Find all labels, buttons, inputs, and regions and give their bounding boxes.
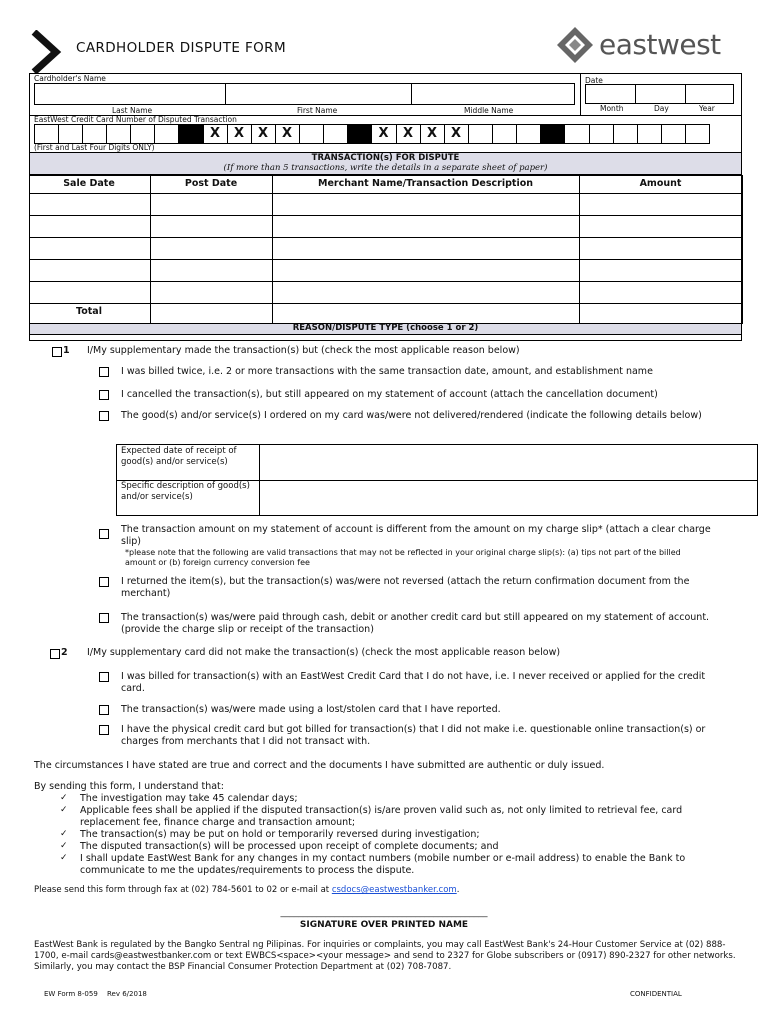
send-suffix: . [456, 885, 460, 895]
check-icon: ✓ [60, 841, 68, 851]
sub-reason-1-text: I was billed for transaction(s) with an EastWest Credit Card that I do not have, i.e. I never received or applied for the credit card. [121, 671, 706, 694]
total-label: Total [76, 306, 102, 317]
table-cell[interactable] [150, 303, 273, 324]
declaration-item: Applicable fees shall be applied if the disputed transaction(s) is/are proven valid such as, not only limited to retrieval fee, card replacement fee, finance charge and transaction amount; [80, 805, 683, 828]
table-cell[interactable] [272, 303, 580, 324]
first-name-label: First Name [297, 106, 338, 115]
table-header-cell [579, 175, 743, 194]
card-number-note: (First and Last Four Digits ONLY) [34, 143, 155, 152]
reason-1-text: I was billed twice, i.e. 2 or more transactions with the same transaction date, amount, and establishment name [121, 366, 653, 377]
declaration-item: The transaction(s) may be put on hold or temporarily reversed during investigation; [80, 829, 480, 840]
option-1-text: I/My supplementary made the transaction(s) but (check the most applicable reason below) [87, 345, 520, 356]
reason-title: REASON/DISPUTE TYPE (choose 1 or 2) [292, 323, 479, 333]
reason-3-checkbox[interactable] [99, 411, 109, 421]
card-digit-box[interactable] [130, 124, 155, 144]
signature-line[interactable]: ______________________________________________ [280, 908, 488, 918]
card-digit-box[interactable] [685, 124, 710, 144]
card-digit-box[interactable] [299, 124, 324, 144]
check-icon: ✓ [60, 853, 68, 863]
reason-5-checkbox[interactable] [99, 577, 109, 587]
col-amount: Amount [639, 178, 682, 189]
col-sale-date: Sale Date [63, 178, 115, 189]
card-separator-block [347, 124, 372, 144]
option-2-number: 2 [61, 647, 68, 658]
card-mask-x: X [402, 126, 414, 141]
card-digit-box[interactable] [661, 124, 686, 144]
specific-description-label: Specific description of good(s) and/or service(s) [121, 481, 250, 502]
card-mask-x: X [209, 126, 221, 141]
reason-5-text: I returned the item(s), but the transaction(s) was/were not reversed (attach the return confirmation document from the merchant) [121, 576, 690, 599]
table-cell[interactable] [29, 193, 151, 216]
card-digit-box[interactable] [613, 124, 638, 144]
last-name-label: Last Name [112, 106, 153, 115]
send-email-link[interactable]: csdocs@eastwestbanker.com [331, 885, 457, 895]
last-name-field[interactable] [34, 83, 226, 105]
send-prefix: Please send this form through fax at (02) 784-5601 to 02 or e-mail at [34, 885, 332, 895]
card-mask-x: X [281, 126, 293, 141]
specific-description-field[interactable] [260, 481, 757, 515]
table-header-cell [272, 175, 580, 194]
declaration-item: The disputed transaction(s) will be processed upon receipt of complete documents; and [80, 841, 499, 852]
table-cell[interactable] [150, 281, 273, 304]
table-cell[interactable] [272, 215, 580, 238]
sub-reason-2-text: The transaction(s) was/were made using a lost/stolen card that I have reported. [121, 704, 501, 715]
first-name-field[interactable] [225, 83, 412, 105]
check-icon: ✓ [60, 793, 68, 803]
card-digit-box[interactable] [589, 124, 614, 144]
sub-reason-1-checkbox[interactable] [99, 672, 109, 682]
table-cell[interactable] [272, 193, 580, 216]
expected-date-label: Expected date of receipt of good(s) and/or service(s) [121, 446, 237, 467]
option-1-checkbox[interactable] [52, 347, 62, 357]
card-digit-box[interactable] [34, 124, 59, 144]
logo-text: eastwest [599, 28, 721, 61]
table-cell[interactable] [29, 237, 151, 260]
option-2-checkbox[interactable] [50, 649, 60, 659]
reason-2-text: I cancelled the transaction(s), but still appeared on my statement of account (attach the cancellation document) [121, 389, 658, 400]
table-cell[interactable] [579, 193, 743, 216]
middle-name-field[interactable] [411, 83, 575, 105]
reason-6-checkbox[interactable] [99, 613, 109, 623]
card-digit-box[interactable] [637, 124, 662, 144]
card-digit-box[interactable] [323, 124, 348, 144]
card-separator-block [540, 124, 565, 144]
card-digit-box[interactable] [468, 124, 493, 144]
col-post-date: Post Date [184, 178, 238, 189]
table-cell[interactable] [272, 237, 580, 260]
transactions-title: TRANSACTION(s) FOR DISPUTE [311, 153, 460, 163]
reason-4-checkbox[interactable] [99, 529, 109, 539]
card-digit-box[interactable] [492, 124, 517, 144]
table-cell[interactable] [579, 281, 743, 304]
send-instructions [34, 884, 734, 896]
table-cell[interactable] [150, 237, 273, 260]
card-mask-x: X [378, 126, 389, 141]
check-icon: ✓ [60, 829, 68, 839]
diamond-logo-icon [555, 26, 595, 64]
table-cell[interactable] [579, 237, 743, 260]
table-cell[interactable] [150, 215, 273, 238]
table-cell[interactable] [579, 259, 743, 282]
table-cell[interactable] [29, 281, 151, 304]
table-header-cell [150, 175, 273, 194]
form-title: CARDHOLDER DISPUTE FORM [76, 40, 286, 56]
sub-reason-2-checkbox[interactable] [99, 705, 109, 715]
middle-name-label: Middle Name [464, 106, 514, 115]
month-label: Month [600, 104, 624, 113]
table-cell[interactable] [150, 193, 273, 216]
table-cell[interactable] [272, 281, 580, 304]
table-cell[interactable] [150, 259, 273, 282]
eastwest-logo [555, 26, 745, 64]
declaration-item: I shall update EastWest Bank for any changes in my contact numbers (mobile number or e-mail address) to enable the Bank to communicate to me the updates/requirements to process the dispute. [80, 853, 686, 876]
expected-date-field[interactable] [260, 445, 757, 479]
form-number: EW Form 8-059 [44, 990, 98, 998]
sub-reason-3-text: I have the physical credit card but got billed for transaction(s) that I did not make i.e. questionable online transaction(s) or charges from merchants that I did not transact with. [121, 724, 706, 747]
col-merchant: Merchant Name/Transaction Description [317, 178, 533, 189]
card-digit-box[interactable] [564, 124, 590, 144]
card-digit-box[interactable] [154, 124, 179, 144]
form-revision: Rev 6/2018 [107, 990, 147, 998]
reason-4-text: The transaction amount on my statement of account is different from the amount on my charge slip* (attach a clear charge slip) [121, 524, 711, 547]
table-cell[interactable] [579, 215, 743, 238]
card-digit-box[interactable] [106, 124, 131, 144]
option-2-text: I/My supplementary card did not make the transaction(s) (check the most applicable reason below) [87, 647, 561, 658]
date-label: Date [585, 76, 603, 85]
card-mask-x: X [233, 126, 245, 141]
regulatory-footer: EastWest Bank is regulated by the Bangko Sentral ng Pilipinas. For inquiries or complaints, you may call EastWest Bank's 24-Hour Customer Service at (02) 888-1700, e-mail cards@eastwestbanker.com or text EWBCS<space><your message> and send to 2327 for Globe subscribers or (0917) 890-2327 for other networks. Similarly, you may contact the BSP Financial Consumer Protection Department at (02) 708-7087. [34, 940, 736, 972]
table-cell[interactable] [579, 303, 743, 324]
card-mask-x: X [257, 126, 269, 141]
card-mask-x: X [426, 126, 438, 141]
sub-reason-3-checkbox[interactable] [99, 725, 109, 735]
date-field[interactable] [585, 84, 734, 104]
reason-6-text: The transaction(s) was/were paid through cash, debit or another credit card but still appeared on my statement of account. (provide the charge slip or receipt of the transaction) [121, 612, 710, 635]
reason-2-checkbox[interactable] [99, 390, 109, 400]
card-number-label: EastWest Credit Card Number of Disputed Transaction [34, 115, 237, 124]
card-separator-block [178, 124, 204, 144]
signature-label: SIGNATURE OVER PRINTED NAME [299, 920, 469, 930]
table-cell[interactable] [272, 259, 580, 282]
confidential-label: CONFIDENTIAL [630, 990, 682, 998]
chevron-logo-icon [30, 30, 64, 74]
check-icon: ✓ [60, 805, 68, 815]
option-1-number: 1 [63, 345, 70, 356]
reason-4-note: *please note that the following are valid transactions that may not be reflected in your original charge slip(s): (a) tips not part of the billed amount or (b) foreign currency conversion fee [125, 548, 681, 567]
card-digit-box[interactable] [58, 124, 83, 144]
transactions-subtitle: (If more than 5 transactions, write the details in a separate sheet of paper) [223, 163, 548, 173]
year-label: Year [699, 104, 715, 113]
reason-1-checkbox[interactable] [99, 367, 109, 377]
declaration-item: The investigation may take 45 calendar days; [80, 793, 298, 804]
table-cell[interactable] [29, 215, 151, 238]
cardholder-name-label: Cardholder's Name [34, 74, 106, 83]
declaration-statement: The circumstances I have stated are true and correct and the documents I have submitted are authentic or duly issued. [34, 760, 605, 771]
table-header-cell [29, 175, 151, 194]
table-cell[interactable] [29, 259, 151, 282]
card-digit-box[interactable] [82, 124, 107, 144]
card-mask-x: X [450, 126, 462, 141]
day-label: Day [654, 104, 669, 113]
card-digit-box[interactable] [516, 124, 541, 144]
declaration-intro: By sending this form, I understand that: [34, 781, 224, 792]
reason-3-text: The good(s) and/or service(s) I ordered on my card was/were not delivered/rendered (indicate the following details below) [121, 410, 702, 421]
